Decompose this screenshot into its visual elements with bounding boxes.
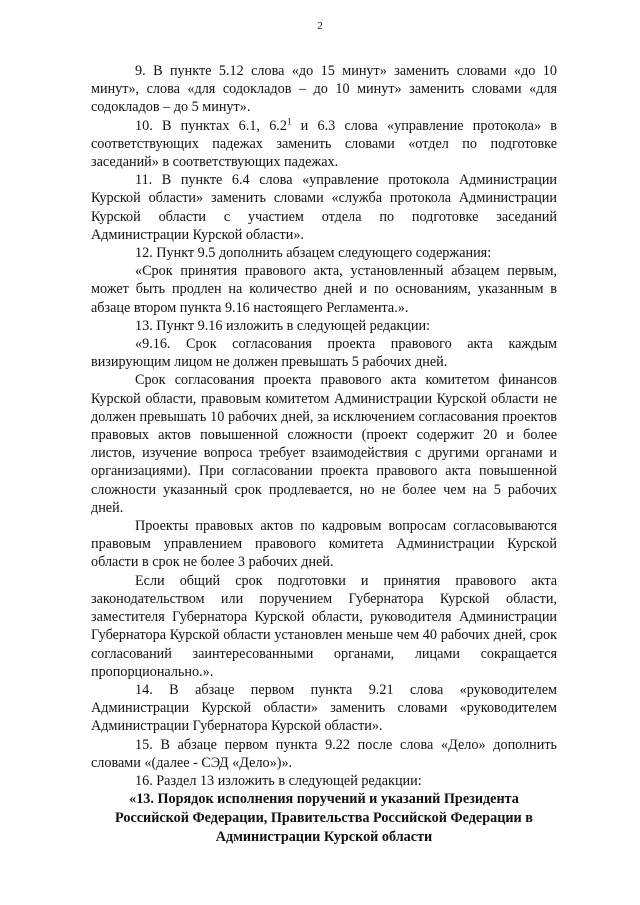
paragraph-9: 9. В пункте 5.12 слова «до 15 минут» заменить словами «до 10 минут», слова «для содокладов – до 10 минут» заменить словами «для содокладов – до 5 минут». — [91, 63, 557, 116]
paragraph-10-lead: 10. В пунктах 6.1, 6.2 — [135, 117, 287, 134]
paragraph-approval-term: Срок согласования проекта правового акта комитетом финансов Курской области, правовым комитетом Администрации Курской области не должен превышать 10 рабочих дней, за исключением согласования проектов правовых актов повышенной сложности (проект содержит 20 и более листов, изучение вопроса требует взаимодействия с другими органами и организациями). При согласовании проекта правового акта повышенной сложности указанный срок продлевается, но не более чем на 5 рабочих дней. — [91, 372, 557, 516]
paragraph-personnel: Проекты правовых актов по кадровым вопросам согласовываются правовым управлением правового комитета Администрации Курской области в срок не более 3 рабочих дней. — [91, 518, 557, 571]
paragraph-14: 14. В абзаце первом пункта 9.21 слова «руководителем Администрации Курской области» заменить словами «руководителем Администрации Губернатора Курской области». — [91, 681, 557, 735]
paragraph-15: 15. В абзаце первом пункта 9.22 после слова «Дело» дополнить словами «(далее - СЭД «Дело»)». — [91, 736, 557, 771]
section-13-heading — [91, 790, 557, 847]
superscript-1: 1 — [286, 115, 292, 126]
paragraph-general-term: Если общий срок подготовки и принятия правового акта законодательством или поручением Губернатора Курской области, заместителя Губернатора Курской области, руководителя Администрации Губернатора Курской области установлен меньше чем 40 рабочих дней, срок согласований заинтересованными органами, лицами сокращается пропорционально.». — [91, 572, 557, 680]
paragraph-10-rest: 6.3 слова «управление протокола» в соответствующих падежах заменить словами «отдел по подготовке заседаний» в соответствующих падежах. — [91, 117, 557, 171]
page-number: 2 — [317, 20, 323, 32]
heading-line-1: «13. Порядок исполнения поручений и указаний Президента — [129, 791, 519, 808]
paragraph-12: 12. Пункт 9.5 дополнить абзацем следующего содержания: — [135, 245, 492, 262]
paragraph-16: 16. Раздел 13 изложить в следующей редакции: — [135, 772, 422, 789]
paragraph-10-mid: и — [291, 117, 318, 134]
paragraph-10 — [91, 117, 557, 172]
paragraph-13: 13. Пункт 9.16 изложить в следующей редакции: — [135, 317, 431, 334]
paragraph-9-16: «9.16. Срок согласования проекта правового акта каждым визирующим лицом не должен превышать 5 рабочих дней. — [91, 336, 557, 371]
heading-line-3: Администрации Курской области — [215, 829, 433, 846]
paragraph-11: 11. В пункте 6.4 слова «управление протокола Администрации Курской области» заменить словами «служба протокола Администрации Курской области с участием отдела по подготовке заседаний Администрации Курской области». — [91, 172, 557, 243]
heading-line-2: Российской Федерации, Правительства Российской Федерации в — [115, 810, 533, 827]
paragraph-12-quote: «Срок принятия правового акта, установленный абзацем первым, может быть продлен на количество дней и по основаниям, указанным в абзаце втором пункта 9.16 настоящего Регламента.». — [91, 263, 557, 316]
document-body — [91, 62, 557, 847]
